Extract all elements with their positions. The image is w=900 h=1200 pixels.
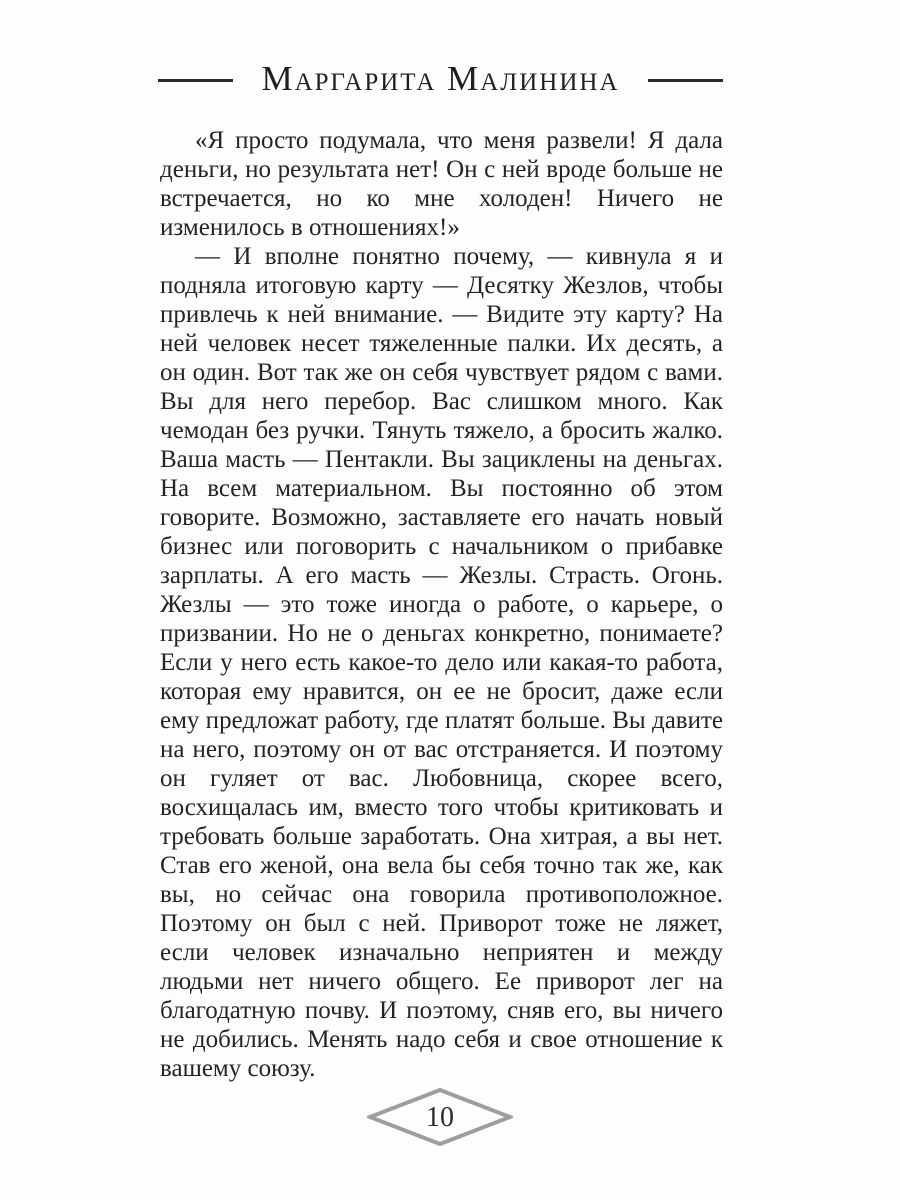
paragraph-quote: «Я просто подумала, что меня развели! Я дала деньги, но результата нет! Он с ней вроде больше не встречается, но ко мне холоден! Ничего не изменилось в отношениях!» [160,127,723,241]
page-text [160,126,723,1083]
author-name: Маргарита Малинина [261,58,620,98]
running-head [158,58,723,102]
paragraph-dialogue: — И вполне понятно почему, — кивнула я и подняла итоговую карту — Десятку Жезлов, чтобы привлечь к ней внимание. — Видите эту карту? На ней человек несет тяжеленные палки. Их десять, а он один. Вот так же он себя чувствует рядом с вами. Вы для него перебор. Вас слишком много. Как чемодан без ручки. Тянуть тяжело, а бросить жалко. Ваша масть — Пентакли. Вы зациклены на деньгах. На всем материальном. Вы постоянно об этом говорите. Возможно, заставляете его начать новый бизнес или поговорить с начальником о прибавке зарплаты. А его масть — Жезлы. Страсть. Огонь. Жезлы — это тоже иногда о работе, о карьере, о призвании. Но не о деньгах конкретно, понимаете? Если у него есть какое-то дело или какая-то работа, которая ему нравится, он ее не бросит, даже если ему предложат работу, где платят больше. Вы давите на него, поэтому он от вас отстраняется. И поэтому он гуляет от вас. Любовница, скорее всего, восхищалась им, вместо того чтобы критиковать и требовать больше заработать. Она хитрая, а вы нет. Став его женой, она вела бы себя точно так же, как вы, но сейчас она говорила противоположное. Поэтому он был с ней. Приворот тоже не ляжет, если человек изначально неприятен и между людьми нет ничего общего. Ее приворот лег на благодатную почву. И поэтому, сняв его, вы ничего не добились. Менять надо себя и свое отношение к вашему союзу. [160,243,723,1082]
header-rule-right [648,79,723,82]
page-footer [367,1088,513,1146]
page-number: 10 [426,1101,454,1133]
header-rule-left [158,79,233,82]
